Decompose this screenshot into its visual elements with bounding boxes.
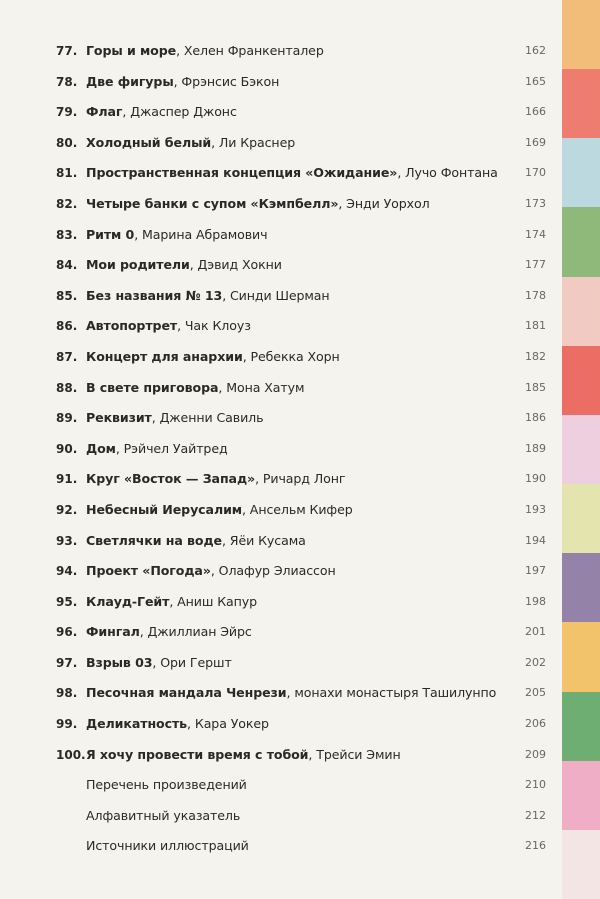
entry-text — [86, 380, 304, 395]
entry-text — [86, 716, 269, 731]
toc-entry[interactable] — [0, 129, 560, 160]
page-number: 189 — [525, 441, 546, 455]
entry-text — [86, 43, 324, 58]
entry-number: 89. — [56, 411, 78, 426]
page-number: 174 — [525, 227, 546, 241]
entry-text — [86, 471, 345, 486]
entry-text — [86, 135, 295, 150]
toc-entry[interactable] — [0, 557, 560, 588]
entry-number: 79. — [56, 105, 78, 120]
color-band — [562, 277, 600, 347]
artist-name: , Яёи Кусама — [221, 532, 306, 548]
page-number: 209 — [525, 747, 546, 761]
entry-text — [86, 685, 496, 700]
toc-appendix-entry[interactable] — [0, 832, 560, 863]
toc-appendix-entry[interactable] — [0, 771, 560, 802]
entry-text — [86, 74, 279, 89]
artwork-title: Небесный Иерусалим — [86, 501, 242, 517]
entry-text — [86, 655, 232, 670]
page-number: 178 — [525, 288, 546, 302]
entry-text — [86, 747, 401, 762]
page-number: 177 — [525, 258, 546, 272]
artist-name: , Ори Гершт — [152, 654, 232, 670]
entry-number: 82. — [56, 196, 78, 211]
artist-name: , Чак Клоуз — [177, 318, 251, 334]
color-band — [562, 484, 600, 554]
entry-number: 88. — [56, 380, 78, 395]
entry-text — [86, 624, 252, 639]
entry-text — [86, 349, 340, 364]
toc-entry[interactable] — [0, 282, 560, 313]
artist-name: , Олафур Элиассон — [210, 563, 336, 579]
entry-number: 97. — [56, 655, 78, 670]
artist-name: , Марина Абрамович — [134, 226, 268, 242]
artist-name: , Ли Краснер — [211, 134, 296, 150]
artist-name: , Ансельм Кифер — [242, 501, 353, 517]
toc-entry[interactable] — [0, 496, 560, 527]
entry-text — [86, 288, 330, 303]
page-number: 186 — [525, 411, 546, 425]
artwork-title: Фингал — [86, 624, 140, 640]
artist-name: , Ричард Лонг — [255, 471, 346, 487]
toc-entry[interactable] — [0, 404, 560, 435]
entry-number: 94. — [56, 564, 78, 579]
entry-text — [86, 594, 257, 609]
entry-number: 87. — [56, 349, 78, 364]
page-number: 212 — [525, 808, 546, 822]
entry-number: 100. — [56, 747, 86, 762]
page-number: 190 — [525, 472, 546, 486]
entry-number: 92. — [56, 502, 78, 517]
artwork-title: Светлячки на воде — [86, 532, 222, 548]
artist-name: , Джиллиан Эйрс — [139, 624, 252, 640]
artwork-title: Взрыв 03 — [86, 654, 153, 670]
artist-name: , Лучо Фонтана — [397, 165, 498, 181]
artist-name: , Синди Шерман — [222, 287, 330, 303]
artist-name: , Фрэнсис Бэкон — [173, 73, 280, 89]
page-number: 170 — [525, 166, 546, 180]
toc-entry[interactable] — [0, 465, 560, 496]
appendix-label: Перечень произведений — [86, 777, 247, 793]
artwork-title: Мои родители — [86, 257, 190, 273]
entry-number: 80. — [56, 135, 78, 150]
page-number: 216 — [525, 839, 546, 853]
page-number: 205 — [525, 686, 546, 700]
color-band — [562, 69, 600, 139]
page-number: 181 — [525, 319, 546, 333]
page-number: 197 — [525, 564, 546, 578]
artwork-title: Без названия № 13 — [86, 287, 223, 303]
toc-entry[interactable] — [0, 649, 560, 680]
page-number: 185 — [525, 380, 546, 394]
page-number: 206 — [525, 717, 546, 731]
artist-name: , Дженни Савиль — [151, 410, 264, 426]
artwork-title: Проект «Погода» — [86, 563, 211, 579]
artwork-title: Четыре банки с супом «Кэмпбелл» — [86, 195, 339, 211]
page-number: 162 — [525, 44, 546, 57]
artwork-title: Круг «Восток — Запад» — [86, 471, 256, 487]
artwork-title: Холодный белый — [86, 134, 212, 150]
entry-number: 77. — [56, 44, 78, 58]
entry-text — [86, 257, 282, 272]
page-number: 193 — [525, 502, 546, 516]
artwork-title: Концерт для анархии — [86, 348, 243, 364]
toc-entry[interactable] — [0, 679, 560, 710]
entry-text — [86, 318, 251, 333]
color-band — [562, 692, 600, 762]
entry-text — [86, 410, 263, 425]
artist-name: , Мона Хатум — [218, 379, 305, 395]
artist-name: , Кара Уокер — [187, 716, 269, 732]
entry-text — [86, 104, 237, 119]
toc-entry[interactable] — [0, 374, 560, 405]
color-band — [562, 761, 600, 831]
page-number: 169 — [525, 135, 546, 149]
entry-number: 96. — [56, 625, 78, 640]
artist-name: , Трейси Эмин — [308, 746, 401, 762]
artist-name: , Энди Уорхол — [338, 195, 430, 211]
entry-number: 81. — [56, 166, 78, 181]
artwork-title: Горы и море — [86, 43, 177, 58]
entry-text — [86, 502, 353, 517]
artist-name: , Хелен Франкенталер — [176, 43, 324, 58]
table-of-contents — [0, 37, 560, 863]
entry-number: 91. — [56, 472, 78, 487]
toc-entry[interactable] — [0, 68, 560, 99]
entry-text — [86, 165, 498, 180]
entry-number: 99. — [56, 717, 78, 732]
page-number: 166 — [525, 105, 546, 119]
entry-number: 93. — [56, 533, 78, 548]
toc-entry[interactable] — [0, 98, 560, 129]
artist-name: , монахи монастыря Ташилунпо — [286, 685, 497, 701]
color-band — [562, 0, 600, 70]
artist-name: , Джаспер Джонс — [122, 104, 237, 120]
toc-entry[interactable] — [0, 588, 560, 619]
artist-name: , Рэйчел Уайтред — [115, 440, 228, 456]
toc-entry[interactable] — [0, 527, 560, 558]
appendix-label: Источники иллюстраций — [86, 838, 249, 854]
toc-entry[interactable] — [0, 710, 560, 741]
artwork-title: Я хочу провести время с тобой — [86, 746, 309, 762]
artwork-title: Пространственная концепция «Ожидание» — [86, 165, 398, 181]
toc-entry[interactable] — [0, 251, 560, 282]
page-number: 202 — [525, 655, 546, 669]
entry-number: 85. — [56, 288, 78, 303]
entry-text — [86, 196, 430, 211]
page-number: 194 — [525, 533, 546, 547]
color-band — [562, 207, 600, 277]
toc-entry[interactable] — [0, 343, 560, 374]
entry-text — [86, 563, 336, 578]
appendix-label: Алфавитный указатель — [86, 807, 241, 823]
artwork-title: Деликатность — [86, 716, 188, 732]
page-number: 198 — [525, 594, 546, 608]
toc-entry[interactable] — [0, 618, 560, 649]
artwork-title: Клауд-Гейт — [86, 593, 170, 609]
artwork-title: Автопортрет — [86, 318, 178, 334]
page-number: 173 — [525, 196, 546, 210]
artist-name: , Дэвид Хокни — [189, 257, 282, 273]
color-band — [562, 553, 600, 623]
entry-text — [86, 441, 228, 456]
entry-number: 83. — [56, 227, 78, 242]
toc-entry[interactable] — [0, 435, 560, 466]
page-number: 165 — [525, 74, 546, 88]
toc-entry[interactable] — [0, 312, 560, 343]
entry-number: 78. — [56, 74, 78, 89]
page-number: 210 — [525, 778, 546, 792]
artwork-title: Две фигуры — [86, 73, 174, 89]
toc-appendix-entry[interactable] — [0, 802, 560, 833]
page-number: 201 — [525, 625, 546, 639]
artwork-title: Флаг — [86, 104, 123, 120]
color-band — [562, 830, 600, 899]
artwork-title: Дом — [86, 440, 116, 456]
color-band — [562, 138, 600, 208]
entry-number: 95. — [56, 594, 78, 609]
artist-name: , Аниш Капур — [169, 593, 258, 609]
toc-entry[interactable] — [0, 159, 560, 190]
artwork-title: Песочная мандала Ченрези — [86, 685, 287, 701]
color-band — [562, 346, 600, 416]
artwork-title: Реквизит — [86, 410, 152, 426]
color-band — [562, 415, 600, 485]
artist-name: , Ребекка Хорн — [242, 348, 340, 364]
toc-entry[interactable] — [0, 221, 560, 252]
color-index-strip — [562, 0, 600, 899]
entry-number: 90. — [56, 441, 78, 456]
page-number: 182 — [525, 349, 546, 363]
artwork-title: Ритм 0 — [86, 226, 135, 242]
entry-number: 98. — [56, 686, 78, 701]
artwork-title: В свете приговора — [86, 379, 219, 395]
entry-text — [86, 227, 267, 242]
toc-entry[interactable] — [0, 741, 560, 772]
toc-entry[interactable] — [0, 37, 560, 68]
entry-text — [86, 533, 306, 548]
entry-number: 86. — [56, 319, 78, 334]
color-band — [562, 622, 600, 692]
toc-entry[interactable] — [0, 190, 560, 221]
entry-number: 84. — [56, 258, 78, 273]
